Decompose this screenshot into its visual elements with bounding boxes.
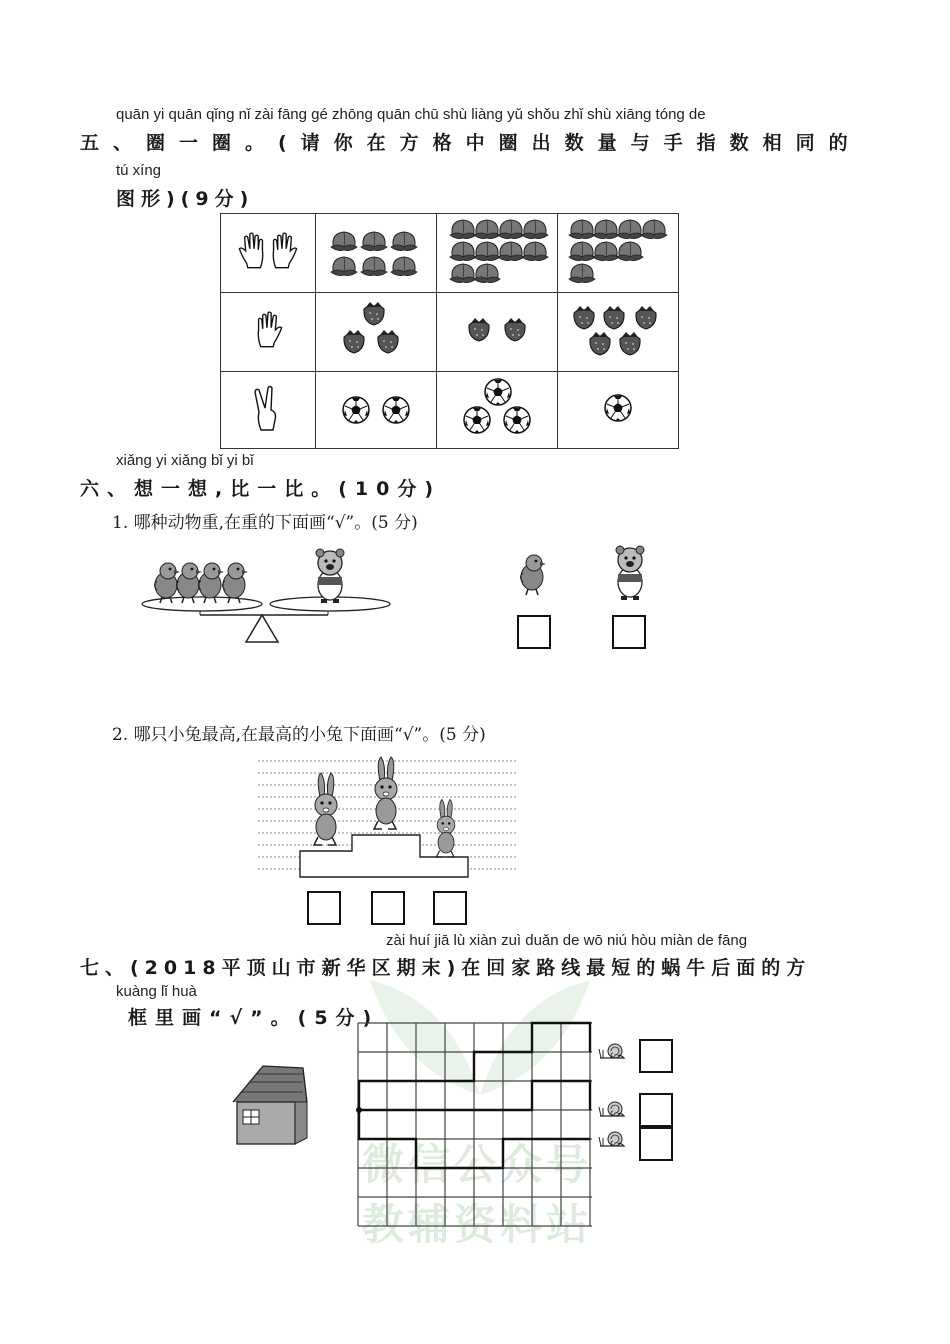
watermark-line1: 微信公众号 xyxy=(362,1140,593,1189)
answer-cell[interactable] xyxy=(316,214,437,293)
hand-two-icon xyxy=(221,372,315,444)
strawberry-group xyxy=(437,293,557,367)
answer-cell[interactable] xyxy=(437,372,558,449)
section5-title-line1: 五、圈一圈。(请你在方格中圈出数量与手指数相同的 xyxy=(80,132,862,154)
peach-group xyxy=(437,214,557,288)
hands-ten-icon xyxy=(221,214,315,288)
answer-cell[interactable] xyxy=(316,372,437,449)
snail-icon xyxy=(596,1040,628,1062)
answer-box-snail-3[interactable] xyxy=(639,1127,673,1161)
balance-scale-illustration xyxy=(140,545,400,655)
answer-box-snail-1[interactable] xyxy=(639,1039,673,1073)
answer-box-chick[interactable] xyxy=(517,615,551,649)
section7-title-line1: 七、(2018平顶山市新华区期末)在回家路线最短的蜗牛后面的方 xyxy=(80,957,812,979)
maze-grid xyxy=(356,1021,596,1231)
watermark-line2: 教辅资料站 xyxy=(362,1200,593,1249)
section5-pinyin-line2: tú xíng xyxy=(116,162,162,179)
hand-cell xyxy=(221,214,316,293)
answer-cell[interactable] xyxy=(316,293,437,372)
answer-cell[interactable] xyxy=(558,293,679,372)
answer-cell[interactable] xyxy=(437,293,558,372)
hand-cell xyxy=(221,293,316,372)
section6-question-2: 2. 哪只小兔最高,在最高的小兔下面画“√”。(5 分) xyxy=(112,725,486,745)
section6-pinyin: xiǎng yi xiǎng bǐ yi bǐ xyxy=(116,452,254,469)
answer-box-snail-2[interactable] xyxy=(639,1093,673,1127)
chick-icon xyxy=(510,545,550,600)
snail-icon xyxy=(596,1098,628,1120)
hand-cell xyxy=(221,372,316,449)
rabbit-podium-illustration xyxy=(258,755,518,880)
table-row xyxy=(221,214,679,293)
section5-title-line2: 图形)(9分) xyxy=(116,188,255,210)
answer-box-rabbit-3[interactable] xyxy=(433,891,467,925)
soccer-ball-group xyxy=(437,372,557,444)
strawberry-group xyxy=(558,293,678,367)
snail-icon xyxy=(596,1128,628,1150)
soccer-ball-group xyxy=(316,372,436,444)
table-row xyxy=(221,372,679,449)
section6-question-1: 1. 哪种动物重,在重的下面画“√”。(5 分) xyxy=(112,513,418,533)
section5-pinyin-line1: quān yi quān qǐng nǐ zài fāng gé zhōng quān chū shù liàng yǔ shǒu zhǐ shù xiāng tóng de xyxy=(116,106,706,123)
section6-title: 六、想一想,比一比。(10分) xyxy=(80,478,442,500)
peach-group xyxy=(558,214,678,288)
peach-group xyxy=(316,214,436,288)
answer-box-rabbit-1[interactable] xyxy=(307,891,341,925)
strawberry-group xyxy=(316,293,436,367)
answer-box-rabbit-2[interactable] xyxy=(371,891,405,925)
table-row xyxy=(221,293,679,372)
answer-box-bear[interactable] xyxy=(612,615,646,649)
soccer-ball-group xyxy=(558,372,678,444)
hand-five-icon xyxy=(221,293,315,367)
house-icon xyxy=(225,1062,310,1147)
section7-pinyin-line1: zài huí jiā lù xiàn zuì duǎn de wō niú hòu miàn de fāng xyxy=(386,932,748,949)
bear-icon xyxy=(605,540,655,602)
answer-cell[interactable] xyxy=(558,214,679,293)
answer-cell[interactable] xyxy=(558,372,679,449)
answer-cell[interactable] xyxy=(437,214,558,293)
section7-title-line2: 框里画“√”。(5分) xyxy=(128,1007,380,1029)
section7-pinyin-line2: kuàng lǐ huà xyxy=(116,983,197,1000)
counting-table xyxy=(220,213,679,449)
